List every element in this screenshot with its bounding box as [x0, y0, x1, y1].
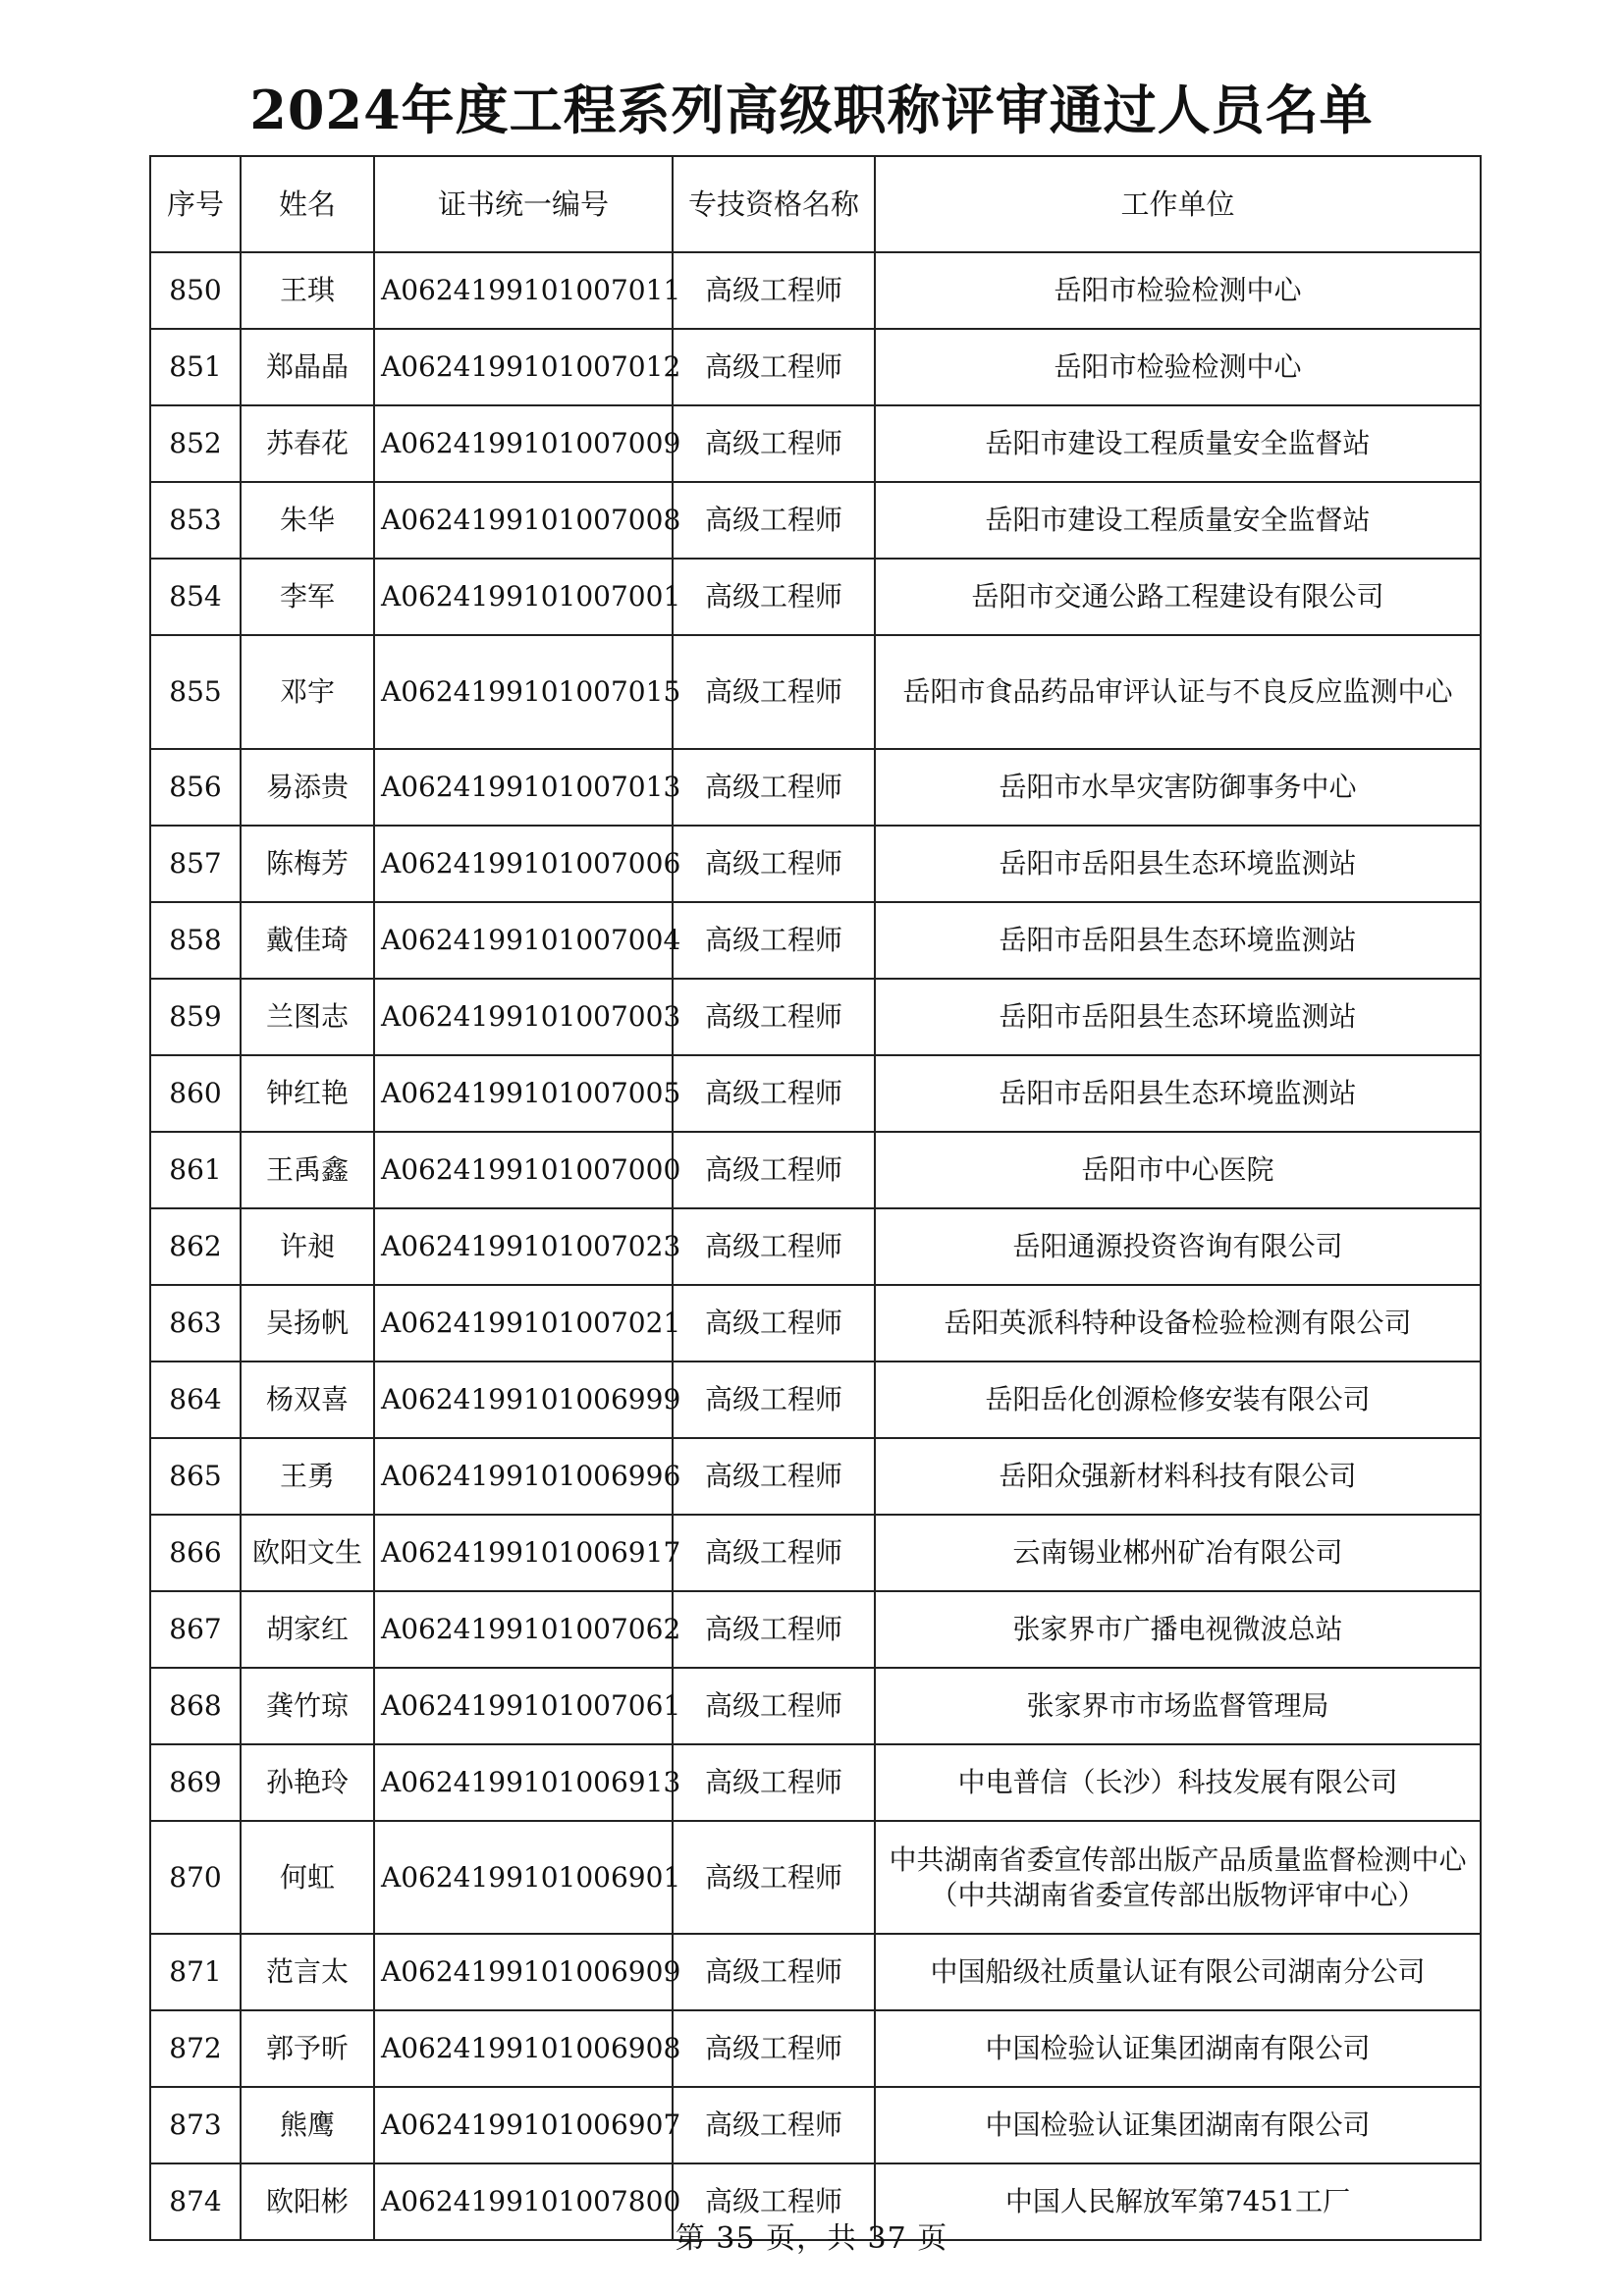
cell-qualification: 高级工程师 [673, 1362, 875, 1438]
cell-qualification: 高级工程师 [673, 2010, 875, 2087]
cell-work-unit: 岳阳市岳阳县生态环境监测站 [875, 979, 1481, 1055]
cell-qualification: 高级工程师 [673, 1208, 875, 1285]
cell-work-unit: 岳阳英派科特种设备检验检测有限公司 [875, 1285, 1481, 1362]
table-row [150, 1055, 1481, 1132]
cell-no: 852 [150, 405, 241, 482]
table-row [150, 1668, 1481, 1744]
cell-work-unit: 中国船级社质量认证有限公司湖南分公司 [875, 1934, 1481, 2010]
cell-cert: A0624199101006909 [374, 1934, 673, 2010]
cell-name: 杨双喜 [241, 1362, 374, 1438]
cell-name: 何虹 [241, 1821, 374, 1934]
cell-qualification: 高级工程师 [673, 749, 875, 826]
cell-no: 856 [150, 749, 241, 826]
cell-no: 870 [150, 1821, 241, 1934]
cell-work-unit: 中国检验认证集团湖南有限公司 [875, 2010, 1481, 2087]
cell-no: 855 [150, 635, 241, 749]
cell-name: 王禹鑫 [241, 1132, 374, 1208]
cell-work-unit: 张家界市市场监督管理局 [875, 1668, 1481, 1744]
page-footer: 第 35 页，共 37 页 [675, 2221, 948, 2256]
roster-table [149, 155, 1482, 2241]
cell-qualification: 高级工程师 [673, 1438, 875, 1515]
cell-work-unit: 岳阳通源投资咨询有限公司 [875, 1208, 1481, 1285]
cell-name: 王琪 [241, 252, 374, 329]
cell-work-unit: 张家界市广播电视微波总站 [875, 1591, 1481, 1668]
cell-no: 868 [150, 1668, 241, 1744]
cell-qualification: 高级工程师 [673, 1591, 875, 1668]
cell-no: 871 [150, 1934, 241, 2010]
cell-no: 873 [150, 2087, 241, 2163]
cell-qualification: 高级工程师 [673, 1285, 875, 1362]
cell-name: 易添贵 [241, 749, 374, 826]
table-row [150, 1362, 1481, 1438]
column-header-work-unit: 工作单位 [875, 156, 1481, 252]
table-row [150, 1132, 1481, 1208]
cell-name: 钟红艳 [241, 1055, 374, 1132]
cell-no: 866 [150, 1515, 241, 1591]
cell-no: 859 [150, 979, 241, 1055]
cell-qualification: 高级工程师 [673, 1821, 875, 1934]
cell-qualification: 高级工程师 [673, 252, 875, 329]
cell-no: 850 [150, 252, 241, 329]
cell-work-unit: 岳阳市中心医院 [875, 1132, 1481, 1208]
table-row [150, 252, 1481, 329]
cell-work-unit: 岳阳市岳阳县生态环境监测站 [875, 902, 1481, 979]
table-row [150, 1515, 1481, 1591]
table-row [150, 1438, 1481, 1515]
table-row [150, 1744, 1481, 1821]
cell-no: 865 [150, 1438, 241, 1515]
cell-name: 郑晶晶 [241, 329, 374, 405]
cell-qualification: 高级工程师 [673, 329, 875, 405]
cell-work-unit: 岳阳市岳阳县生态环境监测站 [875, 826, 1481, 902]
cell-name: 吴扬帆 [241, 1285, 374, 1362]
cell-cert: A0624199101007005 [374, 1055, 673, 1132]
cell-cert: A0624199101007015 [374, 635, 673, 749]
table-row [150, 902, 1481, 979]
cell-cert: A0624199101007023 [374, 1208, 673, 1285]
cell-cert: A0624199101006913 [374, 1744, 673, 1821]
cell-cert: A0624199101007011 [374, 252, 673, 329]
cell-qualification: 高级工程师 [673, 1934, 875, 2010]
cell-qualification: 高级工程师 [673, 1132, 875, 1208]
cell-cert: A0624199101007013 [374, 749, 673, 826]
cell-name: 邓宇 [241, 635, 374, 749]
cell-no: 867 [150, 1591, 241, 1668]
cell-work-unit: 岳阳市建设工程质量安全监督站 [875, 405, 1481, 482]
cell-work-unit: 云南锡业郴州矿冶有限公司 [875, 1515, 1481, 1591]
cell-qualification: 高级工程师 [673, 1668, 875, 1744]
cell-cert: A0624199101006908 [374, 2010, 673, 2087]
cell-name: 李军 [241, 559, 374, 635]
cell-cert: A0624199101007003 [374, 979, 673, 1055]
cell-name: 范言太 [241, 1934, 374, 2010]
cell-no: 854 [150, 559, 241, 635]
cell-no: 860 [150, 1055, 241, 1132]
column-header-no: 序号 [150, 156, 241, 252]
cell-no: 869 [150, 1744, 241, 1821]
cell-cert: A0624199101006901 [374, 1821, 673, 1934]
cell-cert: A0624199101007001 [374, 559, 673, 635]
table-row [150, 405, 1481, 482]
cell-work-unit: 中国人民解放军第7451工厂 [875, 2163, 1481, 2240]
cell-work-unit: 岳阳市交通公路工程建设有限公司 [875, 559, 1481, 635]
cell-cert: A0624199101006907 [374, 2087, 673, 2163]
cell-work-unit: 岳阳岳化创源检修安装有限公司 [875, 1362, 1481, 1438]
cell-qualification: 高级工程师 [673, 1744, 875, 1821]
cell-cert: A0624199101007012 [374, 329, 673, 405]
cell-qualification: 高级工程师 [673, 2087, 875, 2163]
cell-work-unit: 岳阳市水旱灾害防御事务中心 [875, 749, 1481, 826]
table-row [150, 559, 1481, 635]
cell-name: 胡家红 [241, 1591, 374, 1668]
cell-cert: A0624199101007004 [374, 902, 673, 979]
cell-no: 861 [150, 1132, 241, 1208]
column-header-cert: 证书统一编号 [374, 156, 673, 252]
cell-no: 853 [150, 482, 241, 559]
cell-qualification: 高级工程师 [673, 1055, 875, 1132]
table-row [150, 1208, 1481, 1285]
cell-work-unit: 中电普信（长沙）科技发展有限公司 [875, 1744, 1481, 1821]
cell-no: 858 [150, 902, 241, 979]
table-row [150, 749, 1481, 826]
table-row [150, 2087, 1481, 2163]
cell-no: 872 [150, 2010, 241, 2087]
cell-name: 郭予昕 [241, 2010, 374, 2087]
cell-qualification: 高级工程师 [673, 979, 875, 1055]
cell-qualification: 高级工程师 [673, 826, 875, 902]
cell-no: 863 [150, 1285, 241, 1362]
cell-cert: A0624199101007800 [374, 2163, 673, 2240]
table-row [150, 1934, 1481, 2010]
cell-cert: A0624199101006996 [374, 1438, 673, 1515]
cell-name: 兰图志 [241, 979, 374, 1055]
cell-name: 许昶 [241, 1208, 374, 1285]
cell-name: 陈梅芳 [241, 826, 374, 902]
cell-no: 851 [150, 329, 241, 405]
cell-qualification: 高级工程师 [673, 559, 875, 635]
cell-cert: A0624199101007021 [374, 1285, 673, 1362]
table-row [150, 979, 1481, 1055]
table-header-row [150, 156, 1481, 252]
cell-qualification: 高级工程师 [673, 482, 875, 559]
cell-name: 戴佳琦 [241, 902, 374, 979]
table-row [150, 2010, 1481, 2087]
cell-qualification: 高级工程师 [673, 2163, 875, 2240]
cell-no: 864 [150, 1362, 241, 1438]
table-body [150, 252, 1481, 2240]
cell-cert: A0624199101007062 [374, 1591, 673, 1668]
cell-cert: A0624199101007009 [374, 405, 673, 482]
cell-work-unit: 岳阳众强新材料科技有限公司 [875, 1438, 1481, 1515]
table-row [150, 826, 1481, 902]
cell-name: 龚竹琼 [241, 1668, 374, 1744]
cell-name: 孙艳玲 [241, 1744, 374, 1821]
cell-cert: A0624199101007008 [374, 482, 673, 559]
cell-work-unit: 中国检验认证集团湖南有限公司 [875, 2087, 1481, 2163]
cell-no: 862 [150, 1208, 241, 1285]
cell-no: 857 [150, 826, 241, 902]
cell-work-unit: 岳阳市检验检测中心 [875, 329, 1481, 405]
table-row [150, 1821, 1481, 1934]
cell-qualification: 高级工程师 [673, 902, 875, 979]
cell-name: 熊鹰 [241, 2087, 374, 2163]
cell-work-unit: 岳阳市岳阳县生态环境监测站 [875, 1055, 1481, 1132]
cell-work-unit: 岳阳市食品药品审评认证与不良反应监测中心 [875, 635, 1481, 749]
table-row [150, 1285, 1481, 1362]
cell-name: 朱华 [241, 482, 374, 559]
cell-name: 欧阳彬 [241, 2163, 374, 2240]
page-title: 2024年度工程系列高级职称评审通过人员名单 [249, 79, 1374, 141]
table-row [150, 329, 1481, 405]
cell-cert: A0624199101006999 [374, 1362, 673, 1438]
column-header-name: 姓名 [241, 156, 374, 252]
column-header-qualification: 专技资格名称 [673, 156, 875, 252]
cell-cert: A0624199101007061 [374, 1668, 673, 1744]
cell-qualification: 高级工程师 [673, 635, 875, 749]
cell-work-unit: 中共湖南省委宣传部出版产品质量监督检测中心（中共湖南省委宣传部出版物评审中心） [875, 1821, 1481, 1934]
cell-cert: A0624199101006917 [374, 1515, 673, 1591]
cell-qualification: 高级工程师 [673, 1515, 875, 1591]
cell-name: 欧阳文生 [241, 1515, 374, 1591]
cell-name: 苏春花 [241, 405, 374, 482]
cell-no: 874 [150, 2163, 241, 2240]
table-row [150, 1591, 1481, 1668]
table-row [150, 635, 1481, 749]
cell-cert: A0624199101007006 [374, 826, 673, 902]
table-row [150, 482, 1481, 559]
cell-qualification: 高级工程师 [673, 405, 875, 482]
cell-name: 王勇 [241, 1438, 374, 1515]
cell-work-unit: 岳阳市检验检测中心 [875, 252, 1481, 329]
cell-work-unit: 岳阳市建设工程质量安全监督站 [875, 482, 1481, 559]
cell-cert: A0624199101007000 [374, 1132, 673, 1208]
